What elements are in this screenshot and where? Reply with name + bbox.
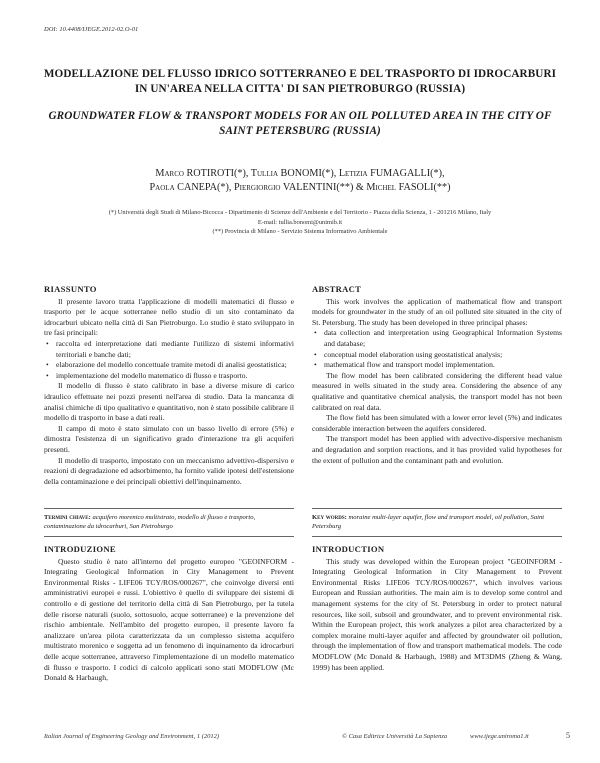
introduction-paragraph: This study was developed within the European project "GEOINFORM - Integrating Geological Information in City Management to Prevent Environmental Risks LIFE06 TCY/ROS/000267", which involves various European and Russian authorities. The main aim is to develop some control and management systems for the city of St. Petersburg in order to protect natural resources, like soil, subsoil and groundwater, and to prevent environmental risk. Within the European project, this work analyzes a pilot area characterized by a complex moraine multi-layer aquifer and affected by groundwater oil pollution, through the implementation of flow and transport mathematical models. The code MODFLOW (Mc Donald & Harbaugh, 1988) and MT3DMS (Zheng & Wang, 1999) has been applied. xyxy=(312,556,562,672)
riassunto-list xyxy=(44,339,294,381)
keywords-italian xyxy=(44,508,294,537)
riassunto-section xyxy=(44,284,294,487)
introduzione-paragraph: Questo studio è nato all'interno del progetto europeo "GEOINFORM - Integrating Geological Information in City Management to Prevent Environmental Risks - LIFE06 TCY/ROS/000267", che coinvolge diversi enti amministrativi europei e russi. L'obiettivo è quello di sviluppare dei sistemi di controllo e di gestione del territorio della città di San Pietroburgo, per la tutela delle risorse naturali (suolo, sottosuolo, acque sotterranee) e la prevenzione del rischio ambientale. Nell'ambito del progetto europeo, il presente lavoro fa analizzare un'area pilota caratterizzata da un complesso sistema acquifero multistrato morenico e soggetta ad un fenomeno di inquinamento da idrocarburi delle acque sotterranee, attraverso l'implementazione di un modello matematico di flusso e trasporto. I codici di calcolo applicati sono stati MODFLOW (Mc Donald & Harbaugh, xyxy=(44,556,294,683)
list-item: • implementazione del modello matematico di flusso e trasporto. xyxy=(44,371,294,382)
page-number: 5 xyxy=(566,731,570,740)
riassunto-paragraph: Il modello di trasporto, impostato con un meccanismo advettivo-dispersivo e reazioni di degradazione ed adsorbimento, ha fornito valide ipotesi dell'estensione della contaminazione e dei principali obiettivi dell'inquinamento. xyxy=(44,455,294,486)
keywords-text: moraine multi-layer aquifer, flow and transport model, oil pollution, Saint Petersburg xyxy=(312,514,545,530)
keywords-text: acquifero morenico multistrato, modello di flusso e trasporto, contaminazione da idrocarburi, San Pietroburgo xyxy=(44,514,256,530)
affiliation-2: (**) Provincia di Milano - Servizio Sistema Informativo Ambientale xyxy=(212,228,388,235)
list-item: • mathematical flow and transport model implementation. xyxy=(312,360,562,371)
introduzione-heading: INTRODUZIONE xyxy=(44,544,116,554)
abstract-heading: ABSTRACT xyxy=(312,284,362,294)
abstract-section xyxy=(312,284,562,466)
publisher-footer: © Casa Editrice Università La Sapienza xyxy=(342,733,448,740)
riassunto-paragraph: Il presente lavoro tratta l'applicazione di modelli matematici di flusso e trasporto per le acque sotterranee nello studio di un sito contaminato da idrocarburi ubicato nella città di San Pietroburgo. Lo studio è stato sviluppato in tre fasi principali: xyxy=(44,296,294,338)
affiliation-1: (*) Università degli Studi di Milano-Bicocca - Dipartimento di Scienze dell'Ambiente e del Territorio - Piazza della Scienza, 1 - 201216 Milano, Italy xyxy=(108,209,492,216)
riassunto-paragraph: Il campo di moto è stato simulato con un basso livello di errore (5%) e dimostra l'esistenza di un significativo grado d'interazione tra gli acquiferi presenti. xyxy=(44,423,294,454)
list-item: • elaborazione del modello concettuale tramite metodi di analisi geostatistica; xyxy=(44,360,294,371)
riassunto-heading: RIASSUNTO xyxy=(44,284,97,294)
introduzione-section xyxy=(44,544,294,684)
abstract-paragraph: The flow model has been calibrated considering the different head value measured in wells situated in the study area. Considering the absence of any qualitative and quantitative chemical analysis, the transport model has not been calibrated on real data. xyxy=(312,370,562,412)
website-footer: www.ijege.uniroma1.it xyxy=(470,733,529,740)
list-item: • conceptual model elaboration using geostatistical analysis; xyxy=(312,350,562,361)
affiliations xyxy=(40,208,560,237)
introduction-section xyxy=(312,544,562,673)
abstract-paragraph: The flow field has been simulated with a lower error level (5%) and indicates considerable interaction between the aquifers considered. xyxy=(312,413,562,433)
keywords-label: Key words: xyxy=(312,514,347,521)
contact-email: E-mail: tullia.bonomi@unimib.it xyxy=(257,218,343,226)
author-list xyxy=(40,167,560,195)
list-item: • raccolta ed interpretazione dati mediante l'utilizzo di sistemi informativi territoriali e banche dati; xyxy=(44,339,294,360)
journal-footer: Italian Journal of Engineering Geology and Environment, 1 (2012) xyxy=(44,733,220,740)
doi-label: DOI: 10.4408/IJEGE.2012-02.O-01 xyxy=(44,26,139,33)
keywords-label: Termini chiave: xyxy=(44,514,91,521)
abstract-list xyxy=(312,328,562,370)
list-item: • data collection and interpretation using Geographical Information Systems and database; xyxy=(312,328,562,349)
author-line-2: Paola CANEPA(*), Piergiorgio VALENTINI(**) & Michel FASOLI(**) xyxy=(149,182,451,193)
author-line-1: Marco ROTIROTI(*), Tullia BONOMI(*), Letizia FUMAGALLI(*), xyxy=(155,168,445,179)
abstract-paragraph: This work involves the application of mathematical flow and transport models for groundwater in the study of an oil polluted site situated in the city of St. Petersburg. The study has been developed in three principal phases: xyxy=(312,296,562,327)
title-english: GROUNDWATER FLOW & TRANSPORT MODELS FOR AN OIL POLLUTED AREA IN THE CITY OF SAINT PETERSBURG (RUSSIA) xyxy=(48,110,552,137)
introduction-heading: INTRODUCTION xyxy=(312,544,385,554)
riassunto-paragraph: Il modello di flusso è stato calibrato in base a diverse misure di carico idraulico effettuate nei pozzi presenti nell'area di studio. Data la mancanza di analisi chimiche di tipo qualitativo e quantitativo, non è stato possibile calibrare il modello di trasporto in base a dati reali. xyxy=(44,381,294,423)
title-italian: MODELLAZIONE DEL FLUSSO IDRICO SOTTERRANEO E DEL TRASPORTO DI IDROCARBURI IN UN'AREA NELLA CITTA' DI SAN PIETROBURGO (RUSSIA) xyxy=(43,68,557,95)
keywords-english xyxy=(312,508,562,537)
abstract-paragraph: The transport model has been applied with advective-dispersive mechanism and degradation and sorption reactions, and it has provided valid hypotheses for the extent of pollution and the contaminant path and evolution. xyxy=(312,434,562,465)
